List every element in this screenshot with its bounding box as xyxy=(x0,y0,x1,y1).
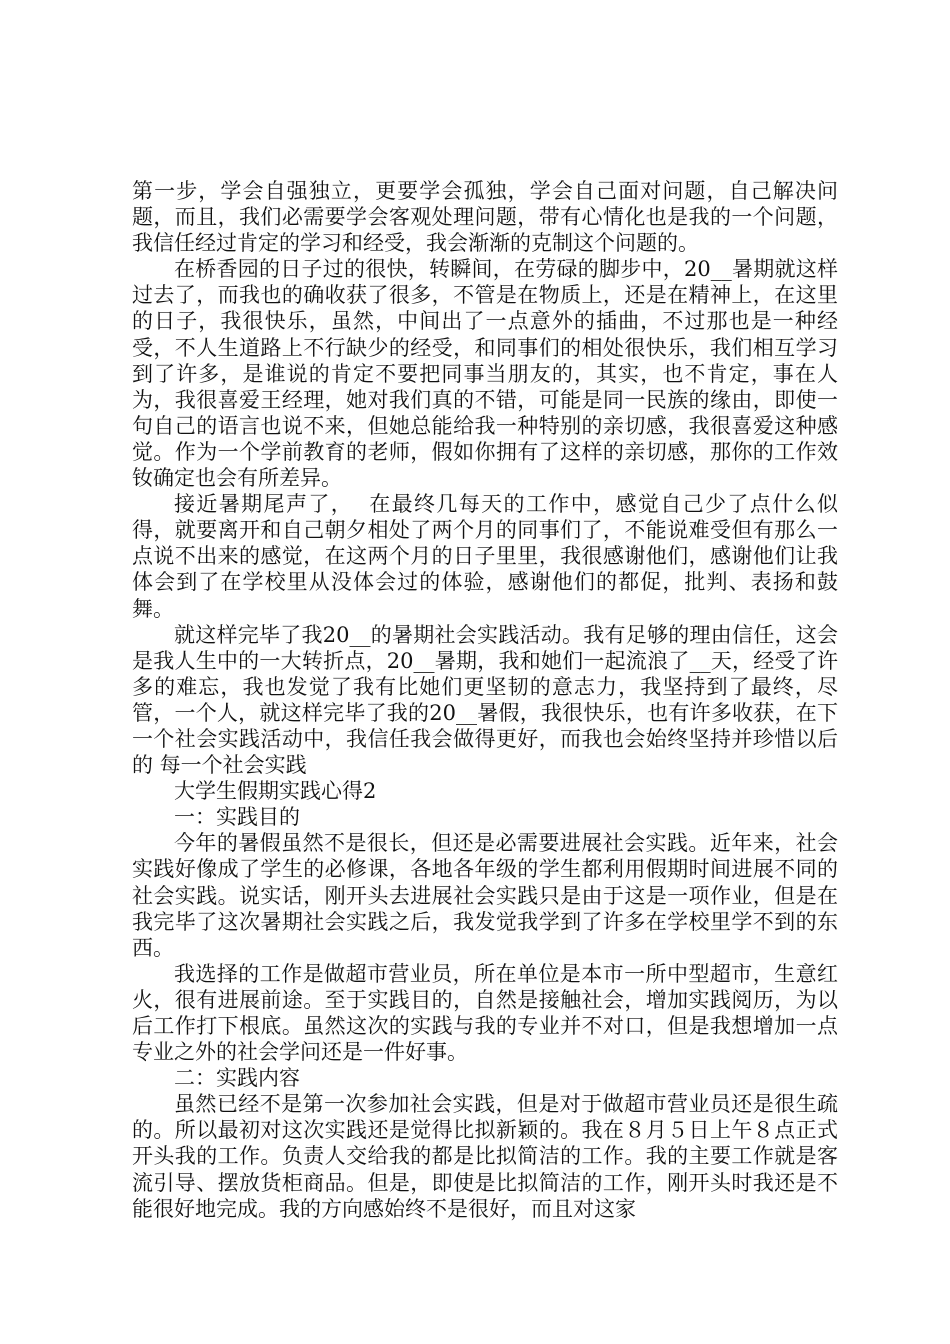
paragraph-7: 虽然已经不是第一次参加社会实践，但是对于做超市营业员还是很生疏的。所以最初对这次实践还是觉得比拟新颖的。我在８月５日上午８点正式开头我的工作。负责人交给我的都是比拟简洁的工作。我的主要工作就是客流引导、摆放货柜商品。但是，即使是比拟简洁的工作，刚开头时我还是不能很好地完成。我的方向感始终不是很好，而且对这家 xyxy=(132,1092,838,1221)
heading-practice-purpose: 一：实践目的 xyxy=(174,805,300,830)
paragraph-3: 接近暑期尾声了， 在最终几每天的工作中，感觉自己少了点什么似得，就要离开和自己朝夕相处了两个月的同事们了，不能说难受但有那么一点说不出来的感觉，在这两个月的日子里里，我很感谢他们，感谢他们让我体会到了在学校里从没体会过的体验，感谢他们的都促，批判、表扬和鼓舞。 xyxy=(132,492,838,621)
document-page xyxy=(132,178,838,1222)
paragraph-2: 在桥香园的日子过的很快，转瞬间，在劳碌的脚步中，20__暑期就这样过去了，而我也的确收获了很多，不管是在物质上，还是在精神上，在这里的日子，我很快乐，虽然，中间出了一点意外的插曲，不过那也是一种经受，不人生道路上不行缺少的经受，和同事们的相处很快乐，我们相互学习到了许多，是谁说的肯定不要把同事当朋友的，其实，也不肯定，事在人为，我很喜爱王经理，她对我们真的不错，可能是同一民族的缘由，即使一句自己的语言也说不来，但她总能给我一种特别的亲切感，我很喜爱这种感觉。作为一个学前教育的老师，假如你拥有了这样的亲切感，那你的工作效钕确定也会有所差异。 xyxy=(132,257,838,491)
paragraph-4: 就这样完毕了我20__的暑期社会实践活动。我有足够的理由信任，这会是我人生中的一大转折点，20__暑期，我和她们一起流浪了__天，经受了许多的难忘，我也发觉了我有比她们更坚韧的意志力，我坚持到了最终，尽管，一个人，就这样完毕了我的20__暑假，我很快乐，也有许多收获，在下一个社会实践活动中，我信任我会做得更好，而我也会始终坚持并珍惜以后的 每一个社会实践 xyxy=(132,622,838,778)
heading-practice-content: 二：实践内容 xyxy=(174,1066,300,1091)
paragraph-5: 今年的暑假虽然不是很长，但还是必需要进展社会实践。近年来，社会实践好像成了学生的必修课，各地各年级的学生都利用假期时间进展不同的社会实践。说实话，刚开头去进展社会实践只是由于这是一项作业，但是在我完毕了这次暑期社会实践之后，我发觉我学到了许多在学校里学不到的东西。 xyxy=(132,831,838,960)
paragraph-1: 第一步，学会自强独立，更要学会孤独，学会自己面对问题，自己解决问题，而且，我们必需要学会客观处理问题，带有心情化也是我的一个问题，我信任经过肯定的学习和经受，我会渐渐的克制这个问题的。 xyxy=(132,179,838,256)
section-title: 大学生假期实践心得2 xyxy=(174,779,377,804)
paragraph-6: 我选择的工作是做超市营业员，所在单位是本市一所中型超市，生意红火，很有进展前途。至于实践目的，自然是接触社会，增加实践阅历，为以后工作打下根底。虽然这次的实践与我的专业并不对口，但是我想增加一点专业之外的社会学问还是一件好事。 xyxy=(132,961,838,1065)
